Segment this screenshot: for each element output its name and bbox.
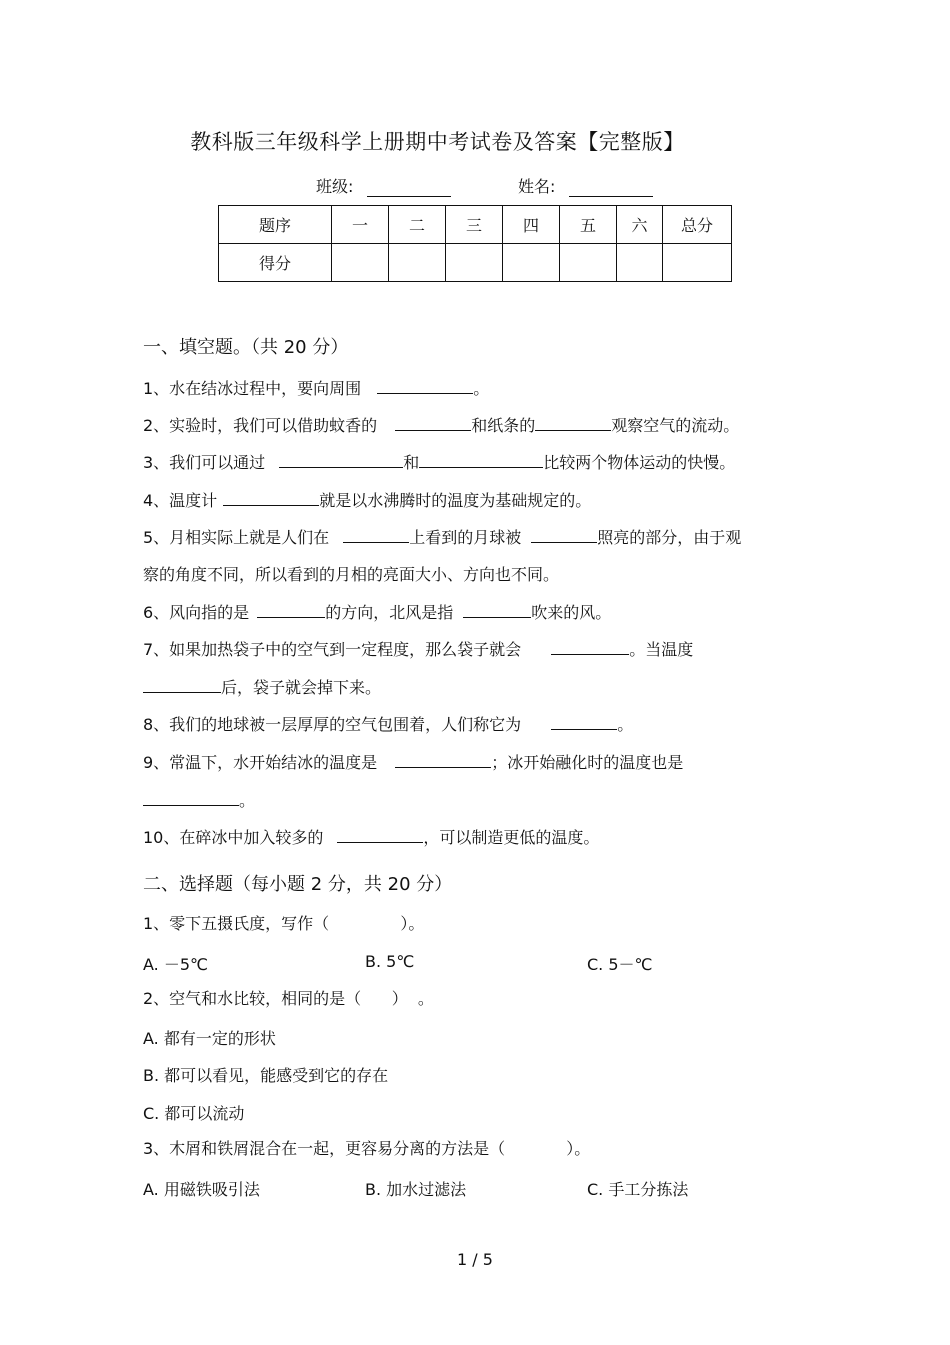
page-title: 教科版三年级科学上册期中考试卷及答案【完整版】 xyxy=(190,130,685,154)
answer-blank[interactable] xyxy=(223,490,319,506)
question-1-2 xyxy=(143,415,739,436)
section2-heading: 二、选择题（每小题 2 分，共 20 分） xyxy=(143,874,453,895)
question-text: 。当温度 xyxy=(629,640,694,659)
question-1-6 xyxy=(143,602,611,623)
question-text: 的方向，北风是指 xyxy=(325,603,454,622)
name-blank[interactable] xyxy=(569,178,653,197)
header-cell: 六 xyxy=(617,206,663,244)
question-1-8 xyxy=(143,714,633,735)
question-text: 。 xyxy=(617,715,634,734)
name-field xyxy=(518,174,653,197)
page-number: 1 / 5 xyxy=(457,1250,493,1269)
question-text: 后，袋子就会掉下来。 xyxy=(221,678,382,697)
question-1-9-cont xyxy=(143,790,255,811)
question-text: 5、月相实际上就是人们在 xyxy=(143,528,330,547)
score-cell[interactable] xyxy=(663,244,732,282)
header-cell: 题序 xyxy=(219,206,332,244)
option-c[interactable]: C. 手工分拣法 xyxy=(587,1180,689,1199)
class-field xyxy=(316,174,451,197)
score-cell[interactable] xyxy=(389,244,446,282)
question-text: 比较两个物体运动的快慢。 xyxy=(543,453,736,472)
score-cell[interactable] xyxy=(560,244,617,282)
answer-blank[interactable] xyxy=(531,527,597,543)
answer-blank[interactable] xyxy=(377,378,473,394)
header-cell: 四 xyxy=(503,206,560,244)
question-text: 4、温度计 xyxy=(143,491,218,510)
answer-blank[interactable] xyxy=(535,415,611,431)
answer-blank[interactable] xyxy=(143,790,239,806)
question-text: 1、水在结冰过程中，要向周围 xyxy=(143,379,362,398)
score-table xyxy=(218,205,732,282)
answer-blank[interactable] xyxy=(343,527,409,543)
option-a[interactable]: A. －5℃ xyxy=(143,955,208,974)
option-b[interactable]: B. 都可以看见，能感受到它的存在 xyxy=(143,1066,389,1085)
header-cell: 五 xyxy=(560,206,617,244)
question-1-4 xyxy=(143,490,591,511)
question-text: 10、在碎冰中加入较多的 xyxy=(143,828,324,847)
option-a[interactable]: A. 用磁铁吸引法 xyxy=(143,1180,260,1199)
question-text: 和 xyxy=(403,453,420,472)
question-text: 2、实验时，我们可以借助蚊香的 xyxy=(143,416,378,435)
section1-heading: 一、填空题。（共 20 分） xyxy=(143,337,349,358)
score-row-label: 得分 xyxy=(219,244,332,282)
score-table-score-row xyxy=(219,244,732,282)
question-text: 照亮的部分，由于观 xyxy=(597,528,742,547)
question-1-10 xyxy=(143,827,599,848)
question-text: 3、我们可以通过 xyxy=(143,453,266,472)
header-cell: 总分 xyxy=(663,206,732,244)
answer-blank[interactable] xyxy=(463,602,531,618)
header-cell: 一 xyxy=(332,206,389,244)
question-1-3 xyxy=(143,452,735,473)
answer-blank[interactable] xyxy=(395,415,471,431)
option-b[interactable]: B. 5℃ xyxy=(365,952,415,971)
answer-blank[interactable] xyxy=(551,639,629,655)
question-1-9 xyxy=(143,752,683,773)
question-text: 观察空气的流动。 xyxy=(611,416,740,435)
question-text: 8、我们的地球被一层厚厚的空气包围着，人们称它为 xyxy=(143,715,522,734)
question-text: ，可以制造更低的温度。 xyxy=(423,828,600,847)
header-cell: 二 xyxy=(389,206,446,244)
question-1-5-cont: 察的角度不同，所以看到的月相的亮面大小、方向也不同。 xyxy=(143,565,560,584)
question-text: 。 xyxy=(473,379,490,398)
question-text: 9、常温下，水开始结冰的温度是 xyxy=(143,753,378,772)
question-1-1 xyxy=(143,378,489,399)
question-1-7 xyxy=(143,639,693,660)
question-text: 上看到的月球被 xyxy=(409,528,522,547)
answer-blank[interactable] xyxy=(419,452,543,468)
question-text: ；冰开始融化时的温度也是 xyxy=(491,753,684,772)
question-2-3: 3、木屑和铁屑混合在一起，更容易分离的方法是（ ）。 xyxy=(143,1139,591,1158)
answer-blank[interactable] xyxy=(279,452,403,468)
option-c[interactable]: C. 5－℃ xyxy=(587,955,653,974)
option-b[interactable]: B. 加水过滤法 xyxy=(365,1180,467,1199)
name-label: 姓名: xyxy=(518,177,556,196)
question-1-5 xyxy=(143,527,741,548)
score-cell[interactable] xyxy=(332,244,389,282)
question-text: 。 xyxy=(239,791,256,810)
option-a[interactable]: A. 都有一定的形状 xyxy=(143,1029,276,1048)
answer-blank[interactable] xyxy=(551,714,617,730)
answer-blank[interactable] xyxy=(143,677,221,693)
class-blank[interactable] xyxy=(367,178,451,197)
option-c[interactable]: C. 都可以流动 xyxy=(143,1104,245,1123)
question-text: 和纸条的 xyxy=(471,416,536,435)
question-2-2: 2、空气和水比较，相同的是（ ） 。 xyxy=(143,989,434,1008)
answer-blank[interactable] xyxy=(395,752,491,768)
answer-blank[interactable] xyxy=(337,827,423,843)
score-table-header-row xyxy=(219,206,732,244)
question-text: 就是以水沸腾时的温度为基础规定的。 xyxy=(319,491,592,510)
question-text: 6、风向指的是 xyxy=(143,603,250,622)
header-cell: 三 xyxy=(446,206,503,244)
answer-blank[interactable] xyxy=(257,602,325,618)
score-cell[interactable] xyxy=(503,244,560,282)
score-cell[interactable] xyxy=(617,244,663,282)
question-2-1: 1、零下五摄氏度，写作（ ）。 xyxy=(143,914,425,933)
score-cell[interactable] xyxy=(446,244,503,282)
class-label: 班级: xyxy=(316,177,354,196)
question-text: 7、如果加热袋子中的空气到一定程度，那么袋子就会 xyxy=(143,640,522,659)
question-1-7-cont xyxy=(143,677,381,698)
question-text: 吹来的风。 xyxy=(531,603,612,622)
